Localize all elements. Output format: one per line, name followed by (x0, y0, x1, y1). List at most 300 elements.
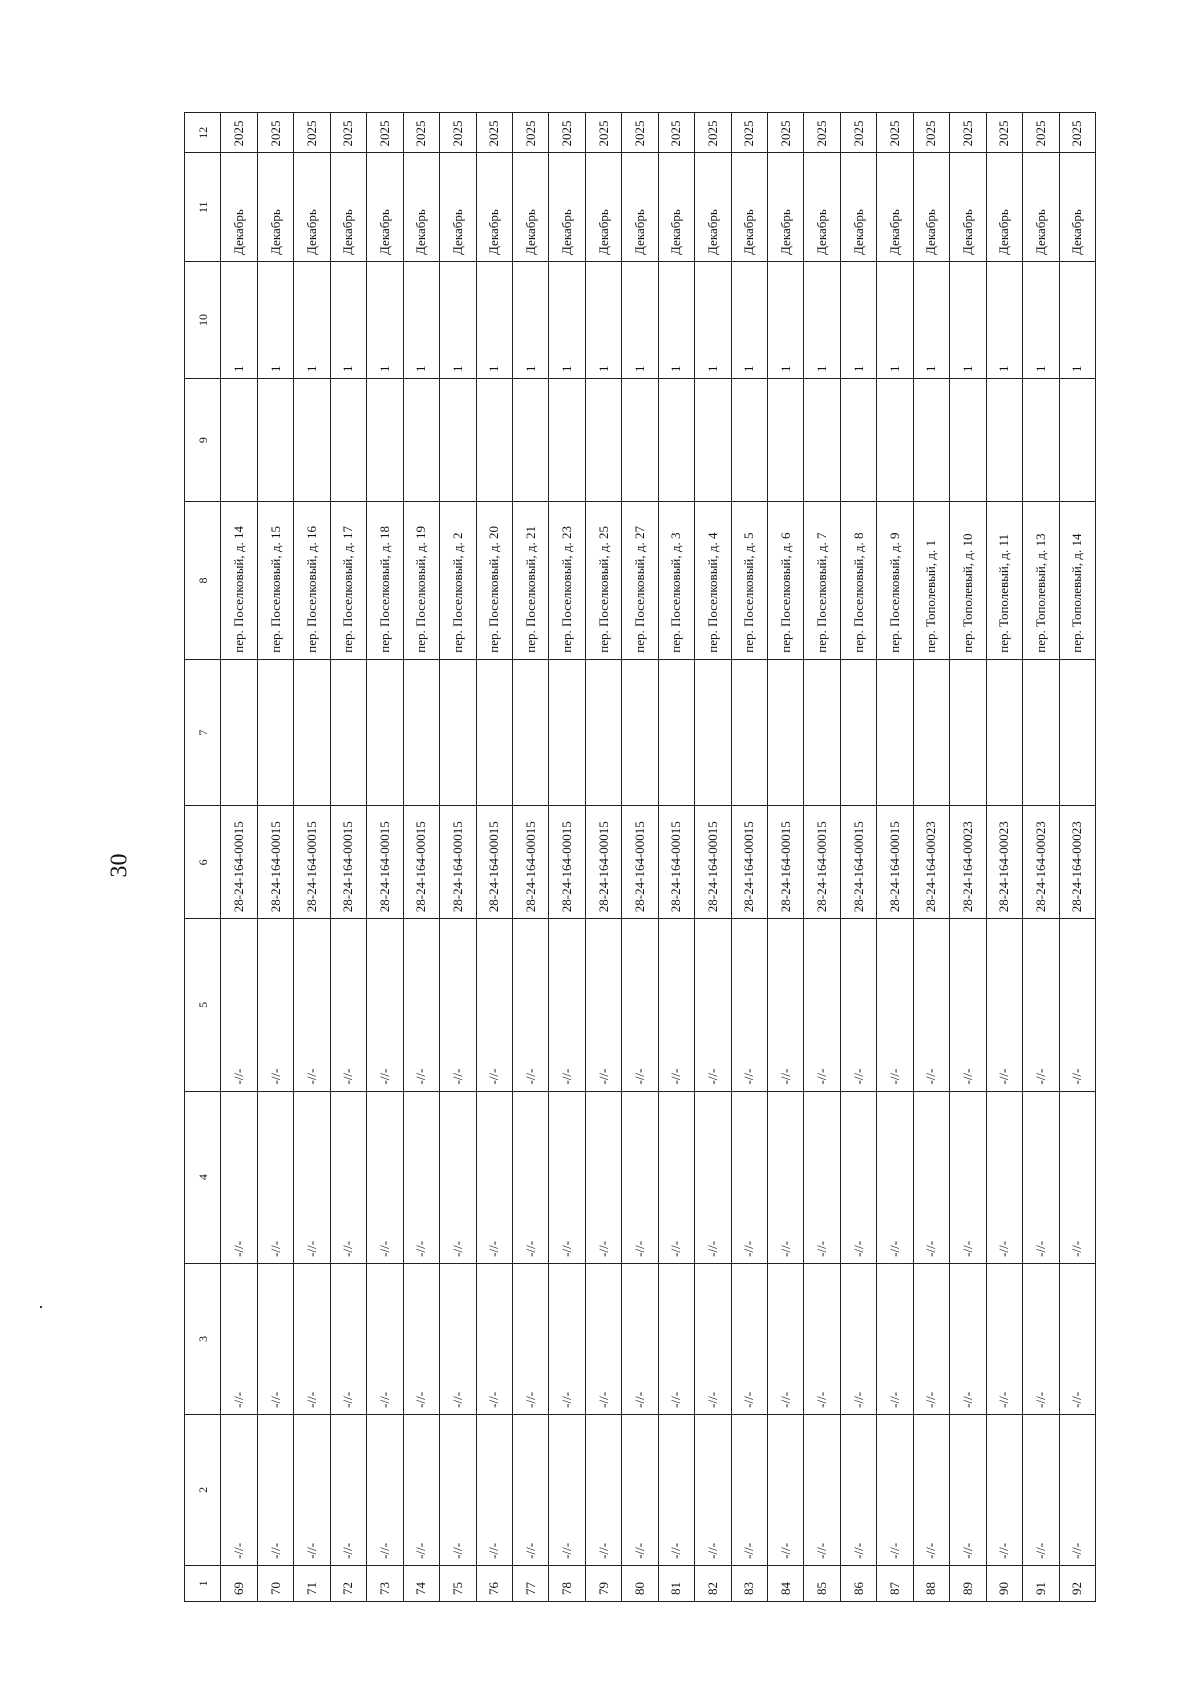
table-cell-col-7 (950, 659, 986, 806)
table-cell-col-10: 1 (1059, 261, 1096, 378)
table-cell-col-7 (695, 659, 731, 806)
table-row (257, 113, 293, 1602)
table-cell-col-10: 1 (549, 261, 585, 378)
table-cell-col-1: 82 (695, 1565, 731, 1601)
table-cell-col-4: -//- (913, 1091, 949, 1263)
table-cell-col-4: -//- (512, 1091, 548, 1263)
table-cell-col-12: 2025 (877, 113, 913, 154)
table-cell-col-3: -//- (512, 1263, 548, 1414)
column-number-4: 4 (185, 1091, 221, 1263)
table-cell-col-12: 2025 (950, 113, 986, 154)
table-cell-col-7 (367, 659, 403, 806)
table-cell-col-3: -//- (658, 1263, 694, 1414)
table-cell-col-3: -//- (585, 1263, 621, 1414)
table-cell-col-7 (768, 659, 804, 806)
table-cell-col-7 (512, 659, 548, 806)
table-cell-col-11: Декабрь (1023, 153, 1059, 261)
table-cell-col-9 (695, 378, 731, 501)
table-cell-col-4: -//- (221, 1091, 257, 1263)
table-cell-col-5: -//- (950, 919, 986, 1091)
table-cell-col-3: -//- (294, 1263, 330, 1414)
table-cell-col-10: 1 (1023, 261, 1059, 378)
table-cell-col-8: пер. Поселковый, д. 18 (367, 502, 403, 659)
table-cell-col-5: -//- (840, 919, 876, 1091)
table-row (913, 113, 949, 1602)
table-cell-col-11: Декабрь (1059, 153, 1096, 261)
table-cell-col-2: -//- (986, 1414, 1022, 1565)
table-cell-col-10: 1 (695, 261, 731, 378)
table-row (731, 113, 767, 1602)
table-cell-col-9 (367, 378, 403, 501)
table-cell-col-8: пер. Поселковый, д. 3 (658, 502, 694, 659)
table-cell-col-6: 28-24-164-00015 (804, 806, 840, 919)
table-cell-col-9 (294, 378, 330, 501)
table-row (950, 113, 986, 1602)
table-cell-col-11: Декабрь (549, 153, 585, 261)
table-cell-col-6: 28-24-164-00015 (877, 806, 913, 919)
table-cell-col-2: -//- (804, 1414, 840, 1565)
table-cell-col-5: -//- (512, 919, 548, 1091)
table-cell-col-5: -//- (1023, 919, 1059, 1091)
table-cell-col-3: -//- (950, 1263, 986, 1414)
table-cell-col-8: пер. Поселковый, д. 7 (804, 502, 840, 659)
table-cell-col-9 (877, 378, 913, 501)
table-cell-col-7 (1023, 659, 1059, 806)
table-cell-col-5: -//- (476, 919, 512, 1091)
table-cell-col-11: Декабрь (658, 153, 694, 261)
table-cell-col-6: 28-24-164-00023 (986, 806, 1022, 919)
table-cell-col-8: пер. Поселковый, д. 25 (585, 502, 621, 659)
column-number-7: 7 (185, 659, 221, 806)
table-cell-col-7 (221, 659, 257, 806)
table-cell-col-7 (622, 659, 658, 806)
table-cell-col-4: -//- (585, 1091, 621, 1263)
table-cell-col-12: 2025 (986, 113, 1022, 154)
table-cell-col-11: Декабрь (768, 153, 804, 261)
table-cell-col-7 (440, 659, 476, 806)
table-cell-col-9 (950, 378, 986, 501)
table-cell-col-9 (1059, 378, 1096, 501)
table-cell-col-2: -//- (512, 1414, 548, 1565)
table-cell-col-1: 75 (440, 1565, 476, 1601)
table-cell-col-10: 1 (367, 261, 403, 378)
table-cell-col-3: -//- (877, 1263, 913, 1414)
table-cell-col-6: 28-24-164-00023 (1023, 806, 1059, 919)
table-cell-col-6: 28-24-164-00015 (476, 806, 512, 919)
table-cell-col-8: пер. Тополевый, д. 14 (1059, 502, 1096, 659)
column-number-12: 12 (185, 113, 221, 154)
table-cell-col-12: 2025 (840, 113, 876, 154)
table-cell-col-4: -//- (1023, 1091, 1059, 1263)
table-cell-col-1: 85 (804, 1565, 840, 1601)
table-cell-col-3: -//- (804, 1263, 840, 1414)
table-cell-col-3: -//- (330, 1263, 366, 1414)
table-cell-col-9 (330, 378, 366, 501)
table-container (184, 112, 1096, 1602)
table-cell-col-4: -//- (549, 1091, 585, 1263)
table-cell-col-4: -//- (986, 1091, 1022, 1263)
table-cell-col-11: Декабрь (840, 153, 876, 261)
table-cell-col-9 (804, 378, 840, 501)
table-row (549, 113, 585, 1602)
table-cell-col-9 (731, 378, 767, 501)
table-cell-col-9 (913, 378, 949, 501)
table-cell-col-5: -//- (403, 919, 439, 1091)
table-cell-col-5: -//- (877, 919, 913, 1091)
table-cell-col-1: 78 (549, 1565, 585, 1601)
table-cell-col-8: пер. Поселковый, д. 2 (440, 502, 476, 659)
table-cell-col-1: 84 (768, 1565, 804, 1601)
table-cell-col-1: 72 (330, 1565, 366, 1601)
table-cell-col-10: 1 (476, 261, 512, 378)
table-cell-col-1: 92 (1059, 1565, 1096, 1601)
table-cell-col-5: -//- (330, 919, 366, 1091)
table-cell-col-10: 1 (622, 261, 658, 378)
table-cell-col-12: 2025 (294, 113, 330, 154)
table-row (440, 113, 476, 1602)
table-cell-col-6: 28-24-164-00015 (585, 806, 621, 919)
table-cell-col-11: Декабрь (367, 153, 403, 261)
scan-speck (40, 1306, 42, 1308)
table-cell-col-6: 28-24-164-00015 (403, 806, 439, 919)
table-cell-col-10: 1 (804, 261, 840, 378)
table-cell-col-12: 2025 (695, 113, 731, 154)
table-cell-col-7 (840, 659, 876, 806)
table-cell-col-10: 1 (440, 261, 476, 378)
table-cell-col-6: 28-24-164-00023 (1059, 806, 1096, 919)
table-cell-col-9 (1023, 378, 1059, 501)
table-cell-col-8: пер. Поселковый, д. 5 (731, 502, 767, 659)
table-cell-col-5: -//- (440, 919, 476, 1091)
table-cell-col-5: -//- (622, 919, 658, 1091)
table-cell-col-4: -//- (403, 1091, 439, 1263)
table-cell-col-4: -//- (1059, 1091, 1096, 1263)
table-row (658, 113, 694, 1602)
table-cell-col-6: 28-24-164-00023 (950, 806, 986, 919)
table-cell-col-12: 2025 (330, 113, 366, 154)
table-cell-col-10: 1 (950, 261, 986, 378)
column-number-2: 2 (185, 1414, 221, 1565)
table-cell-col-4: -//- (695, 1091, 731, 1263)
table-cell-col-6: 28-24-164-00015 (221, 806, 257, 919)
table-cell-col-10: 1 (731, 261, 767, 378)
table-cell-col-1: 76 (476, 1565, 512, 1601)
table-cell-col-5: -//- (221, 919, 257, 1091)
table-cell-col-12: 2025 (403, 113, 439, 154)
table-cell-col-12: 2025 (549, 113, 585, 154)
table-cell-col-2: -//- (658, 1414, 694, 1565)
table-cell-col-2: -//- (403, 1414, 439, 1565)
table-cell-col-6: 28-24-164-00015 (768, 806, 804, 919)
table-cell-col-1: 71 (294, 1565, 330, 1601)
table-row (1023, 113, 1059, 1602)
table-cell-col-10: 1 (986, 261, 1022, 378)
table-row (840, 113, 876, 1602)
table-cell-col-9 (840, 378, 876, 501)
table-cell-col-10: 1 (403, 261, 439, 378)
table-cell-col-8: пер. Поселковый, д. 6 (768, 502, 804, 659)
column-number-11: 11 (185, 153, 221, 261)
table-cell-col-1: 86 (840, 1565, 876, 1601)
table-cell-col-12: 2025 (476, 113, 512, 154)
table-cell-col-9 (658, 378, 694, 501)
table-cell-col-7 (1059, 659, 1096, 806)
table-cell-col-4: -//- (476, 1091, 512, 1263)
table-row (768, 113, 804, 1602)
table-cell-col-1: 90 (986, 1565, 1022, 1601)
table-cell-col-8: пер. Поселковый, д. 23 (549, 502, 585, 659)
column-number-8: 8 (185, 502, 221, 659)
register-table (184, 112, 1096, 1602)
table-cell-col-8: пер. Тополевый, д. 13 (1023, 502, 1059, 659)
table-cell-col-9 (221, 378, 257, 501)
table-cell-col-2: -//- (1023, 1414, 1059, 1565)
table-cell-col-1: 77 (512, 1565, 548, 1601)
column-number-10: 10 (185, 261, 221, 378)
table-cell-col-1: 80 (622, 1565, 658, 1601)
column-number-5: 5 (185, 919, 221, 1091)
table-cell-col-8: пер. Тополевый, д. 11 (986, 502, 1022, 659)
table-cell-col-12: 2025 (440, 113, 476, 154)
table-cell-col-5: -//- (731, 919, 767, 1091)
table-cell-col-10: 1 (585, 261, 621, 378)
table-cell-col-2: -//- (913, 1414, 949, 1565)
table-cell-col-6: 28-24-164-00015 (658, 806, 694, 919)
table-header-row (185, 113, 221, 1602)
table-cell-col-3: -//- (913, 1263, 949, 1414)
table-row (695, 113, 731, 1602)
table-cell-col-4: -//- (622, 1091, 658, 1263)
table-cell-col-11: Декабрь (913, 153, 949, 261)
table-cell-col-12: 2025 (257, 113, 293, 154)
table-cell-col-3: -//- (549, 1263, 585, 1414)
table-cell-col-4: -//- (257, 1091, 293, 1263)
table-cell-col-3: -//- (221, 1263, 257, 1414)
table-cell-col-5: -//- (695, 919, 731, 1091)
table-cell-col-9 (549, 378, 585, 501)
table-cell-col-6: 28-24-164-00015 (622, 806, 658, 919)
table-cell-col-4: -//- (367, 1091, 403, 1263)
table-cell-col-1: 81 (658, 1565, 694, 1601)
table-cell-col-6: 28-24-164-00015 (695, 806, 731, 919)
table-cell-col-8: пер. Поселковый, д. 16 (294, 502, 330, 659)
table-cell-col-3: -//- (476, 1263, 512, 1414)
table-cell-col-8: пер. Тополевый, д. 10 (950, 502, 986, 659)
table-cell-col-1: 87 (877, 1565, 913, 1601)
table-cell-col-7 (549, 659, 585, 806)
table-cell-col-11: Декабрь (950, 153, 986, 261)
table-cell-col-8: пер. Поселковый, д. 14 (221, 502, 257, 659)
table-cell-col-12: 2025 (221, 113, 257, 154)
table-cell-col-10: 1 (330, 261, 366, 378)
table-cell-col-5: -//- (913, 919, 949, 1091)
column-number-6: 6 (185, 806, 221, 919)
table-cell-col-6: 28-24-164-00015 (840, 806, 876, 919)
table-cell-col-1: 88 (913, 1565, 949, 1601)
table-cell-col-10: 1 (221, 261, 257, 378)
table-cell-col-3: -//- (403, 1263, 439, 1414)
table-cell-col-1: 69 (221, 1565, 257, 1601)
table-cell-col-11: Декабрь (476, 153, 512, 261)
table-cell-col-6: 28-24-164-00015 (440, 806, 476, 919)
table-row (403, 113, 439, 1602)
table-cell-col-2: -//- (1059, 1414, 1096, 1565)
table-row (476, 113, 512, 1602)
table-cell-col-3: -//- (367, 1263, 403, 1414)
table-cell-col-2: -//- (768, 1414, 804, 1565)
table-cell-col-12: 2025 (804, 113, 840, 154)
table-cell-col-3: -//- (440, 1263, 476, 1414)
table-cell-col-6: 28-24-164-00023 (913, 806, 949, 919)
table-cell-col-5: -//- (658, 919, 694, 1091)
table-cell-col-11: Декабрь (585, 153, 621, 261)
table-cell-col-2: -//- (950, 1414, 986, 1565)
table-cell-col-7 (330, 659, 366, 806)
table-cell-col-9 (440, 378, 476, 501)
table-cell-col-4: -//- (731, 1091, 767, 1263)
table-cell-col-5: -//- (768, 919, 804, 1091)
table-cell-col-7 (658, 659, 694, 806)
table-cell-col-2: -//- (440, 1414, 476, 1565)
table-cell-col-2: -//- (257, 1414, 293, 1565)
table-cell-col-4: -//- (877, 1091, 913, 1263)
column-number-3: 3 (185, 1263, 221, 1414)
table-cell-col-8: пер. Поселковый, д. 27 (622, 502, 658, 659)
table-cell-col-5: -//- (549, 919, 585, 1091)
table-cell-col-9 (622, 378, 658, 501)
table-cell-col-11: Декабрь (622, 153, 658, 261)
table-cell-col-12: 2025 (622, 113, 658, 154)
column-number-1: 1 (185, 1565, 221, 1601)
table-body (185, 113, 1096, 1602)
table-cell-col-7 (731, 659, 767, 806)
table-cell-col-7 (257, 659, 293, 806)
table-cell-col-3: -//- (622, 1263, 658, 1414)
table-cell-col-7 (294, 659, 330, 806)
table-cell-col-5: -//- (585, 919, 621, 1091)
table-cell-col-7 (804, 659, 840, 806)
table-cell-col-1: 74 (403, 1565, 439, 1601)
table-cell-col-5: -//- (294, 919, 330, 1091)
table-cell-col-1: 89 (950, 1565, 986, 1601)
table-row (367, 113, 403, 1602)
table-cell-col-2: -//- (221, 1414, 257, 1565)
table-cell-col-12: 2025 (913, 113, 949, 154)
table-cell-col-11: Декабрь (403, 153, 439, 261)
table-cell-col-11: Декабрь (877, 153, 913, 261)
table-cell-col-2: -//- (330, 1414, 366, 1565)
table-cell-col-11: Декабрь (330, 153, 366, 261)
table-cell-col-4: -//- (804, 1091, 840, 1263)
table-cell-col-4: -//- (330, 1091, 366, 1263)
table-cell-col-12: 2025 (658, 113, 694, 154)
table-row (1059, 113, 1096, 1602)
table-cell-col-6: 28-24-164-00015 (294, 806, 330, 919)
table-cell-col-12: 2025 (1023, 113, 1059, 154)
table-cell-col-4: -//- (950, 1091, 986, 1263)
table-cell-col-1: 83 (731, 1565, 767, 1601)
table-cell-col-10: 1 (658, 261, 694, 378)
table-row (622, 113, 658, 1602)
table-row (877, 113, 913, 1602)
table-row (585, 113, 621, 1602)
table-cell-col-10: 1 (913, 261, 949, 378)
table-cell-col-3: -//- (695, 1263, 731, 1414)
table-row (804, 113, 840, 1602)
table-cell-col-7 (986, 659, 1022, 806)
table-cell-col-11: Декабрь (512, 153, 548, 261)
table-cell-col-9 (585, 378, 621, 501)
table-cell-col-3: -//- (1059, 1263, 1096, 1414)
table-cell-col-6: 28-24-164-00015 (512, 806, 548, 919)
table-cell-col-8: пер. Поселковый, д. 19 (403, 502, 439, 659)
table-cell-col-10: 1 (294, 261, 330, 378)
table-cell-col-9 (512, 378, 548, 501)
table-cell-col-8: пер. Поселковый, д. 17 (330, 502, 366, 659)
table-cell-col-11: Декабрь (986, 153, 1022, 261)
page-number: 30 (106, 853, 133, 878)
table-cell-col-6: 28-24-164-00015 (731, 806, 767, 919)
table-cell-col-10: 1 (877, 261, 913, 378)
table-cell-col-8: пер. Поселковый, д. 9 (877, 502, 913, 659)
table-cell-col-12: 2025 (731, 113, 767, 154)
table-cell-col-4: -//- (768, 1091, 804, 1263)
table-row (512, 113, 548, 1602)
table-cell-col-9 (476, 378, 512, 501)
table-cell-col-4: -//- (440, 1091, 476, 1263)
table-row (330, 113, 366, 1602)
table-cell-col-10: 1 (512, 261, 548, 378)
table-cell-col-11: Декабрь (731, 153, 767, 261)
table-cell-col-3: -//- (257, 1263, 293, 1414)
table-cell-col-10: 1 (257, 261, 293, 378)
table-cell-col-12: 2025 (512, 113, 548, 154)
table-cell-col-1: 79 (585, 1565, 621, 1601)
table-cell-col-7 (913, 659, 949, 806)
table-cell-col-2: -//- (877, 1414, 913, 1565)
rotated-table-frame (184, 112, 1096, 1602)
table-cell-col-7 (585, 659, 621, 806)
table-cell-col-11: Декабрь (695, 153, 731, 261)
table-cell-col-3: -//- (768, 1263, 804, 1414)
table-cell-col-11: Декабрь (221, 153, 257, 261)
table-row (986, 113, 1022, 1602)
table-cell-col-6: 28-24-164-00015 (257, 806, 293, 919)
table-cell-col-5: -//- (1059, 919, 1096, 1091)
table-cell-col-4: -//- (840, 1091, 876, 1263)
table-cell-col-11: Декабрь (294, 153, 330, 261)
table-cell-col-1: 70 (257, 1565, 293, 1601)
table-cell-col-3: -//- (1023, 1263, 1059, 1414)
table-cell-col-5: -//- (804, 919, 840, 1091)
table-cell-col-6: 28-24-164-00015 (367, 806, 403, 919)
table-cell-col-8: пер. Поселковый, д. 20 (476, 502, 512, 659)
table-cell-col-9 (403, 378, 439, 501)
table-cell-col-11: Декабрь (804, 153, 840, 261)
table-cell-col-8: пер. Поселковый, д. 8 (840, 502, 876, 659)
table-cell-col-8: пер. Поселковый, д. 21 (512, 502, 548, 659)
table-cell-col-10: 1 (768, 261, 804, 378)
table-cell-col-3: -//- (731, 1263, 767, 1414)
table-cell-col-2: -//- (695, 1414, 731, 1565)
table-cell-col-11: Декабрь (440, 153, 476, 261)
table-cell-col-11: Декабрь (257, 153, 293, 261)
table-cell-col-1: 91 (1023, 1565, 1059, 1601)
table-cell-col-7 (476, 659, 512, 806)
table-cell-col-10: 1 (840, 261, 876, 378)
table-cell-col-2: -//- (585, 1414, 621, 1565)
table-cell-col-6: 28-24-164-00015 (549, 806, 585, 919)
